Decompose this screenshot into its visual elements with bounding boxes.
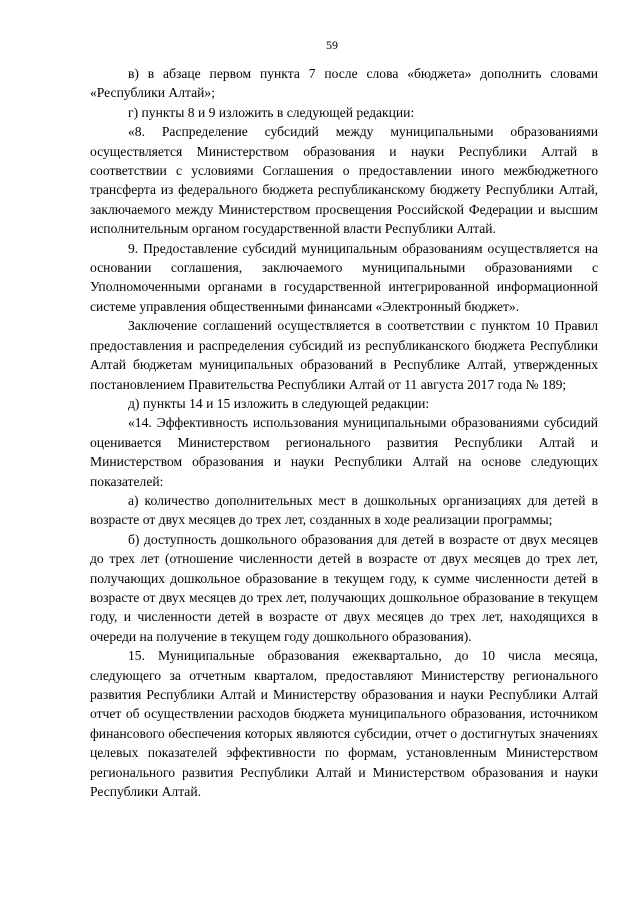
paragraph-indicator-a: а) количество дополнительных мест в дошкольных организациях для детей в возрасте от двух месяцев до трех лет, созданных в ходе реализации программы; xyxy=(90,492,598,528)
paragraph-indicator-b: б) доступность дошкольного образования для детей в возрасте от двух месяцев до трех лет (отношение численности детей в возрасте от двух месяцев до трех лет, получающих дошкольное образование в текущем году, к сумме численности детей в возрасте от двух месяцев до трех лет, получающих дошкольное образование в текущем году, и численности детей в возрасте от двух месяцев до трех лет, находящихся в очереди на получение в текущем году дошкольного образования). xyxy=(90,531,598,644)
paragraph-item-8: «8. Распределение субсидий между муниципальными образованиями осуществляется Министерством образования и науки Республики Алтай в соответствии с условиями Соглашения о предоставлении иного межбюджетного трансферта из федерального бюджета республиканскому бюджету Республики Алтай, заключаемого между Министерством просвещения Российской Федерации и высшим исполнительным органом государственной власти Республики Алтай. xyxy=(90,124,598,237)
paragraph-amendment-d: д) пункты 14 и 15 изложить в следующей редакции: xyxy=(128,395,430,411)
paragraph-item-9: 9. Предоставление субсидий муниципальным образованиям осуществляется на основании соглашения, заключаемого муниципальными образованиями с Уполномоченными органами в государственной интегрированной информационной системе управления общественными финансами «Электронный бюджет». xyxy=(90,240,598,314)
page-number: 59 xyxy=(326,38,338,52)
paragraph-item-14: «14. Эффективность использования муниципальными образованиями субсидий оценивается Министерством регионального развития Республики Алтай и Министерством образования и науки Республики Алтай на основе следующих показателей: xyxy=(90,415,598,489)
paragraph-item-15: 15. Муниципальные образования ежеквартально, до 10 числа месяца, следующего за отчетным кварталом, предоставляют Министерству регионального развития Республики Алтай и Министерству образования и науки Республики Алтай отчет об осуществлении расходов бюджета муниципального образования, источником финансового обеспечения которых являются субсидии, отчет о достигнутых значениях целевых показателей эффективности по формам, установленным Министерством регионального развития Республики Алтай и Министерством образования и науки Республики Алтай. xyxy=(90,648,598,800)
paragraph-amendment-v: в) в абзаце первом пункта 7 после слова «бюджета» дополнить словами «Республики Алтай»; xyxy=(90,66,598,101)
document-body xyxy=(90,64,598,801)
paragraph-amendment-g: г) пункты 8 и 9 изложить в следующей редакции: xyxy=(128,104,415,120)
paragraph-agreements: Заключение соглашений осуществляется в соответствии с пунктом 10 Правил предоставления и распределения субсидий из республиканского бюджета Республики Алтай бюджетам муниципальных образований в Республике Алтай, утвержденных постановлением Правительства Республики Алтай от 11 августа 2017 года № 189; xyxy=(90,318,598,392)
